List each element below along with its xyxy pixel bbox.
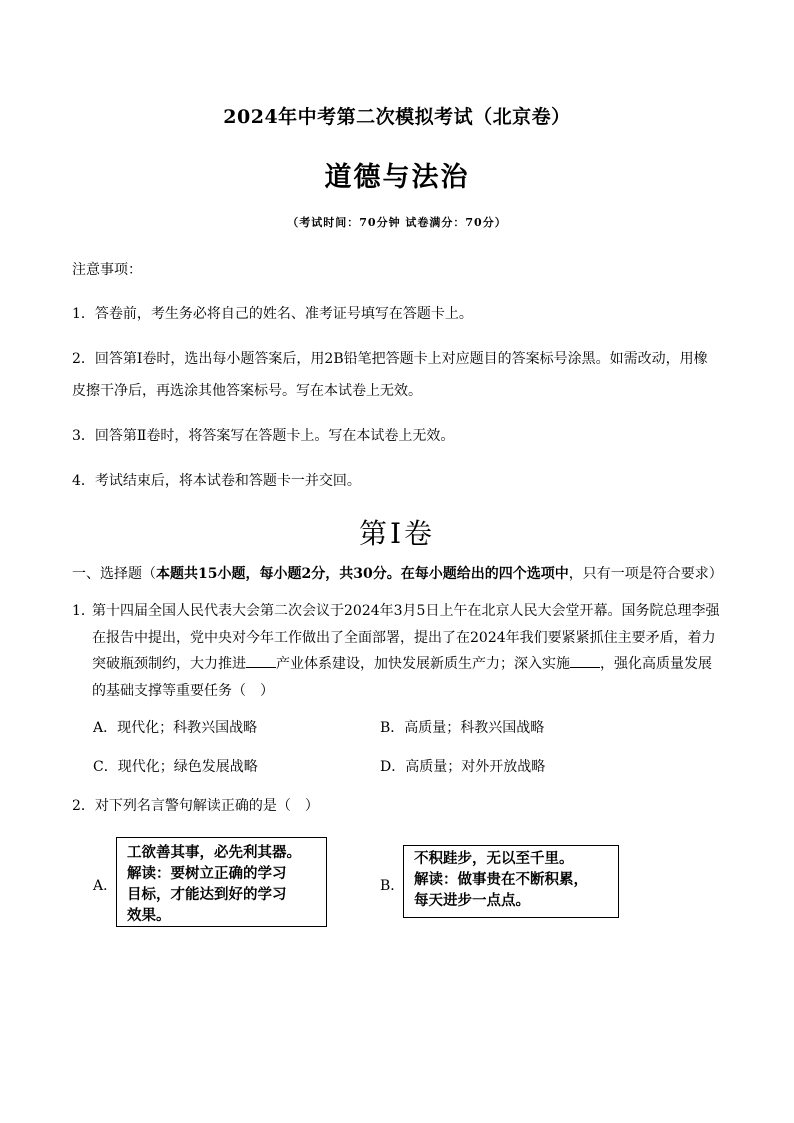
question-1-number: 1．: [72, 603, 95, 619]
question-2-option-a-box: [116, 837, 327, 927]
notice-heading: 注意事项：: [72, 262, 142, 278]
question-1-text-part-3: ，强化高质量发展的基础支撑等重要任务（ ）: [92, 656, 712, 699]
question-2-option-b-label: B．: [380, 878, 405, 894]
answer-blank-1: [246, 653, 276, 668]
notice-item-2: 2．回答第Ⅰ卷时，选出每小题答案后，用2B铅笔把答题卡上对应题目的答案标号涂黑。如需改动，用橡: [72, 351, 708, 367]
box-b-line-1: 不积跬步，无以至千里。: [414, 851, 574, 867]
question-1-option-b: B．高质量；科教兴国战略: [380, 720, 545, 736]
box-a-line-2: 解读：要树立正确的学习: [127, 866, 287, 882]
choice-heading-bold-2: 四个选项中: [498, 566, 569, 582]
section-title: 第Ⅰ卷: [358, 517, 436, 550]
notice-item-4: 4．考试结束后，将本试卷和答题卡一并交回。: [72, 473, 361, 489]
question-2-text: 对下列名言警句解读正确的是（ ）: [94, 798, 319, 814]
subject-title: 道德与法治: [324, 162, 470, 193]
question-1-text: [92, 598, 722, 704]
choice-section-heading: [72, 563, 723, 583]
question-1-option-a: A．现代化；科教兴国战略: [93, 720, 258, 736]
question-2-option-b-box: [403, 845, 619, 918]
notice-item-1: 1．答卷前，考生务必将自己的姓名、准考证号填写在答题卡上。: [72, 306, 473, 322]
box-b-line-3: 每天进步一点点。: [414, 893, 530, 909]
notice-item-3: 3．回答第Ⅱ卷时，将答案写在答题卡上。写在本试卷上无效。: [72, 428, 455, 444]
choice-heading-bold-1: 本题共15小题，每小题2分，共30分。在每小题给出的: [156, 566, 499, 582]
question-2-number: 2．: [72, 798, 95, 814]
question-2: [72, 795, 319, 815]
question-1-option-c: C．现代化；绿色发展战略: [93, 759, 258, 775]
answer-blank-2: [570, 653, 600, 668]
question-1-option-d: D．高质量；对外开放战略: [380, 759, 546, 775]
question-1-text-part-2: 产业体系建设，加快发展新质生产力；深入实施: [276, 656, 570, 672]
box-a-line-4: 效果。: [127, 908, 171, 924]
box-a-line-1: 工欲善其事，必先利其器。: [127, 845, 301, 861]
question-1-text-part-1: 第十四届全国人民代表大会第二次会议于2024年3月5日上午在北京人民大会堂开幕。国务院总理李强在报告中提出，党中央对今年工作做出了全面部署，提出了在2024年我们要紧紧抓住主要矛盾，着力突破瓶颈制约，大力推进: [92, 603, 720, 672]
choice-heading-rest: ，只有一项是符合要求）: [568, 566, 723, 582]
exam-info: （考试时间：70分钟 试卷满分：70分）: [287, 216, 507, 229]
exam-title: 2024年中考第二次模拟考试（北京卷）: [223, 106, 571, 128]
question-1: [72, 598, 722, 704]
question-2-option-a-label: A．: [93, 878, 118, 894]
notice-item-2-continued: 皮擦干净后，再选涂其他答案标号。写在本试卷上无效。: [72, 383, 422, 399]
choice-heading-prefix: 一、选择题（: [72, 566, 156, 582]
box-b-line-2: 解读：做事贵在不断积累，: [414, 872, 588, 888]
box-a-line-3: 目标，才能达到好的学习: [127, 887, 287, 903]
